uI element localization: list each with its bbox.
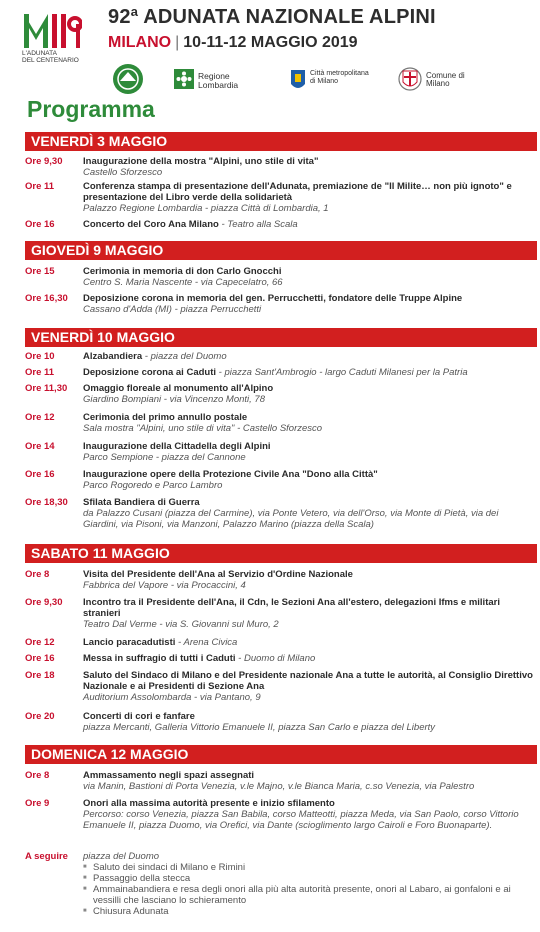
event-place: Sala mostra "Alpini, uno stile di vita" - Castello Sforzesco	[83, 423, 323, 434]
event-time: Ore 9,30	[25, 156, 63, 167]
event-place: Parco Rogoredo e Parco Lambro	[83, 480, 223, 491]
event-body	[83, 798, 535, 831]
partner-logos	[108, 62, 528, 96]
ana-round-logo	[110, 62, 146, 96]
event-body	[83, 851, 535, 917]
event-title	[83, 367, 535, 378]
event-title-text: Messa in suffragio di tutti i Caduti	[83, 653, 236, 664]
event-time: Ore 20	[25, 711, 55, 722]
event-title	[83, 351, 535, 362]
subtitle	[108, 34, 358, 52]
event-place-inline: - Duomo di Milano	[235, 653, 316, 664]
event-title-text: Alzabandiera	[83, 351, 143, 362]
closing-list	[83, 862, 535, 917]
citta-metropolitana-label: Città metropolitana di Milano	[310, 70, 369, 85]
event-body	[83, 266, 535, 288]
event-place-inline: - Teatro alla Scala	[218, 219, 298, 230]
event-time: Ore 10	[25, 351, 55, 362]
event-time: Ore 11	[25, 181, 55, 192]
day-header-giovedi-9: GIOVEDÌ 9 MAGGIO	[25, 241, 537, 260]
event-body	[83, 497, 535, 530]
event-title: Concerti di cori e fanfare	[83, 711, 195, 722]
event-time: Ore 18,30	[25, 497, 68, 508]
logo-caption-line-2: DEL CENTENARIO	[22, 57, 79, 64]
event-place: piazza del Duomo	[83, 851, 160, 862]
logo-caption-line-1: L'ADUNATA	[22, 50, 57, 57]
day-header-sabato-11: SABATO 11 MAGGIO	[25, 544, 537, 563]
event-body	[83, 469, 535, 491]
event-title: Inaugurazione opere della Protezione Civile Ana "Dono alla Città"	[83, 469, 378, 480]
event-title	[83, 637, 535, 648]
list-item: ■ Chiusura Adunata	[83, 906, 535, 917]
city: MILANO	[108, 34, 172, 51]
event-time: Ore 9,30	[25, 597, 63, 608]
event-place-inline: - Arena Civica	[175, 637, 238, 648]
event-place: Auditorium Assolombarda - via Pantano, 9	[83, 692, 261, 703]
dates: 10-11-12 MAGGIO 2019	[183, 34, 358, 51]
event-time: Ore 12	[25, 412, 55, 423]
event-time: Ore 12	[25, 637, 55, 648]
event-title: Deposizione corona in memoria del gen. Perrucchetti, fondatore delle Truppe Alpine	[83, 293, 463, 304]
event-time: Ore 16	[25, 469, 55, 480]
event-title: Conferenza stampa di presentazione dell'Adunata, premiazione de "Il Milite… non più ignoto" e presentazione del Libro verde della solidarietà	[83, 181, 512, 203]
event-place: Teatro Dal Verme - via S. Giovanni sul Muro, 2	[83, 619, 279, 630]
event-place-inline: - piazza del Duomo	[142, 351, 227, 362]
event-title: Onori alla massima autorità presente e inizio sfilamento	[83, 798, 335, 809]
list-item: ■ Passaggio della stecca	[83, 873, 535, 884]
event-body	[83, 670, 535, 703]
event-time: Ore 16,30	[25, 293, 68, 304]
event-title	[83, 653, 535, 664]
event-title: Cerimonia del primo annullo postale	[83, 412, 248, 423]
event-body	[83, 156, 535, 178]
event-time: A seguire	[25, 851, 68, 862]
separator: |	[175, 34, 180, 51]
event-body	[83, 367, 535, 378]
event-title: Ammassamento negli spazi assegnati	[83, 770, 255, 781]
event-body	[83, 653, 535, 664]
event-time: Ore 14	[25, 441, 55, 452]
event-place: Castello Sforzesco	[83, 167, 163, 178]
event-time: Ore 15	[25, 266, 55, 277]
event-body	[83, 597, 535, 630]
event-place: Cassano d'Adda (MI) - piazza Perrucchetti	[83, 304, 262, 315]
lombardia-rose-icon	[174, 69, 194, 89]
event-body	[83, 412, 535, 434]
event-title: Inaugurazione della Cittadella degli Alpini	[83, 441, 271, 452]
event-title-text: Deposizione corona ai Caduti	[83, 367, 217, 378]
event-place: Percorso: corso Venezia, piazza San Babila, corso Matteotti, piazza Meda, via San Paolo, corso Vittorio Emanuele II, piazza Duomo, via Orefici, via Dante (scioglimento largo Cairoli e Foro Buonaparte).	[83, 809, 519, 831]
program-title: Programma	[27, 96, 155, 122]
event-title: Incontro tra il Presidente dell'Ana, il Cdn, le Sezioni Ana all'estero, delegazioni Ifms e militari stranieri	[83, 597, 500, 619]
header	[0, 0, 540, 100]
event-body	[83, 637, 535, 648]
event-time: Ore 18	[25, 670, 55, 681]
event-body	[83, 293, 535, 315]
event-body	[83, 181, 535, 214]
event-time: Ore 8	[25, 569, 50, 580]
event-place: Fabbrica del Vapore - via Procaccini, 4	[83, 580, 246, 591]
citta-metropolitana-crest-icon	[290, 62, 306, 96]
event-body	[83, 711, 535, 733]
event-title: Inaugurazione della mostra "Alpini, uno stile di vita"	[83, 156, 319, 167]
event-body	[83, 351, 535, 362]
event-place-inline: - piazza Sant'Ambrogio - largo Caduti Milanesi per la Patria	[216, 367, 468, 378]
event-body	[83, 219, 535, 230]
event-body	[83, 569, 535, 591]
event-time: Ore 16	[25, 653, 55, 664]
regione-lombardia-label: Regione Lombardia	[198, 71, 239, 90]
event-time: Ore 9	[25, 798, 50, 809]
event-title: Visita del Presidente dell'Ana al Servizio d'Ordine Nazionale	[83, 569, 353, 580]
event-place: piazza Mercanti, Galleria Vittorio Emanuele II, piazza San Carlo e piazza del Liberty	[83, 722, 436, 733]
event-time: Ore 11,30	[25, 383, 68, 394]
event-title: Saluto del Sindaco di Milano e del Presidente nazionale Ana a tutte le autorità, al Consiglio Direttivo Nazionale e ai Presidenti di Sezione Ana	[83, 670, 533, 692]
event-place: Parco Sempione - piazza del Cannone	[83, 452, 246, 463]
comune-milano-label: Comune di Milano	[426, 71, 465, 88]
milano-crest-icon	[398, 62, 422, 96]
regione-lombardia-logo	[174, 62, 194, 96]
event-title: Cerimonia in memoria di don Carlo Gnocchi	[83, 266, 282, 277]
day-header-domenica-12: DOMENICA 12 MAGGIO	[25, 745, 537, 764]
day-header-venerdi-10: VENERDÌ 10 MAGGIO	[25, 328, 537, 347]
logo-caption	[22, 50, 92, 64]
event-time: Ore 11	[25, 367, 55, 378]
event-title	[83, 219, 535, 230]
event-title-text: Lancio paracadutisti	[83, 637, 176, 648]
list-item: ■ Ammainabandiera e resa degli onori alla più alta autorità presente, onori al Labaro, ai gonfaloni e ai vessilli che lasciano lo schieramento	[83, 884, 535, 906]
event-place: Palazzo Regione Lombardia - piazza Città di Lombardia, 1	[83, 203, 329, 214]
event-title: Omaggio floreale al monumento all'Alpino	[83, 383, 274, 394]
event-body	[83, 770, 535, 792]
event-time: Ore 8	[25, 770, 50, 781]
adunata-logo	[22, 8, 82, 52]
event-time: Ore 16	[25, 219, 55, 230]
list-item: ■ Saluto dei sindaci di Milano e Rimini	[83, 862, 535, 873]
event-body	[83, 441, 535, 463]
event-place: Centro S. Maria Nascente - via Capecelatro, 66	[83, 277, 283, 288]
day-header-venerdi-3: VENERDÌ 3 MAGGIO	[25, 132, 537, 151]
event-place: da Palazzo Cusani (piazza del Carmine), via Ponte Vetero, via dell'Orso, via Monte di Pietà, via dei Giardini, via Pisoni, via Manzoni, Palazzo Marino (piazza della Scala)	[83, 508, 499, 530]
event-title: Sfilata Bandiera di Guerra	[83, 497, 200, 508]
page-title: 92ª ADUNATA NAZIONALE ALPINI	[108, 6, 436, 28]
event-body	[83, 383, 535, 405]
event-title-text: Concerto del Coro Ana Milano	[83, 219, 219, 230]
event-place: Giardino Bompiani - via Vincenzo Monti, 78	[83, 394, 266, 405]
event-place: via Manin, Bastioni di Porta Venezia, v.le Majno, v.le Bianca Maria, c.so Venezia, via Palestro	[83, 781, 475, 792]
